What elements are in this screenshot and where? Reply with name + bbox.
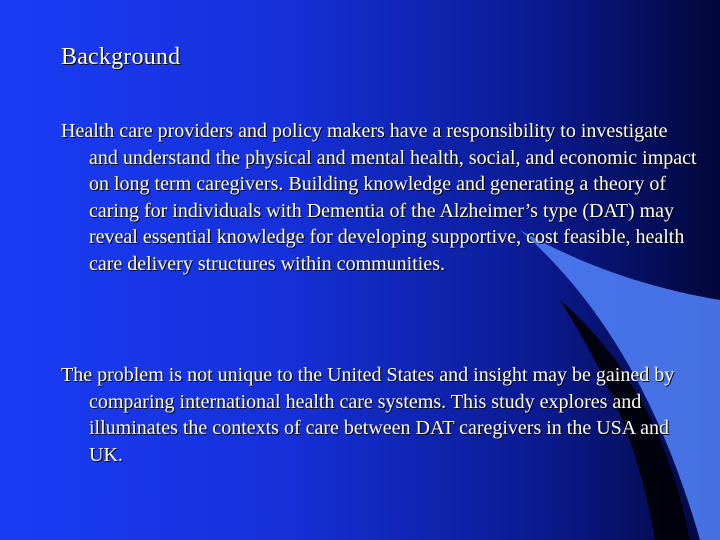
paragraph-2: The problem is not unique to the United States and insight may be gained by comparing international health care systems. This study explores and illuminates the contexts of care between DAT caregivers in the USA and UK. [61,364,675,466]
slide-title: Background [61,44,181,70]
paragraph-1: Health care providers and policy makers have a responsibility to investigate and understand the physical and mental health, social, and economic impact on long term caregivers. Building knowledge and generating a theory of caring for individuals with Dementia of the Alzheimer’s type (DAT) may reveal essential knowledge for developing supportive, cost feasible, health care delivery structures within communities. [61,120,697,275]
